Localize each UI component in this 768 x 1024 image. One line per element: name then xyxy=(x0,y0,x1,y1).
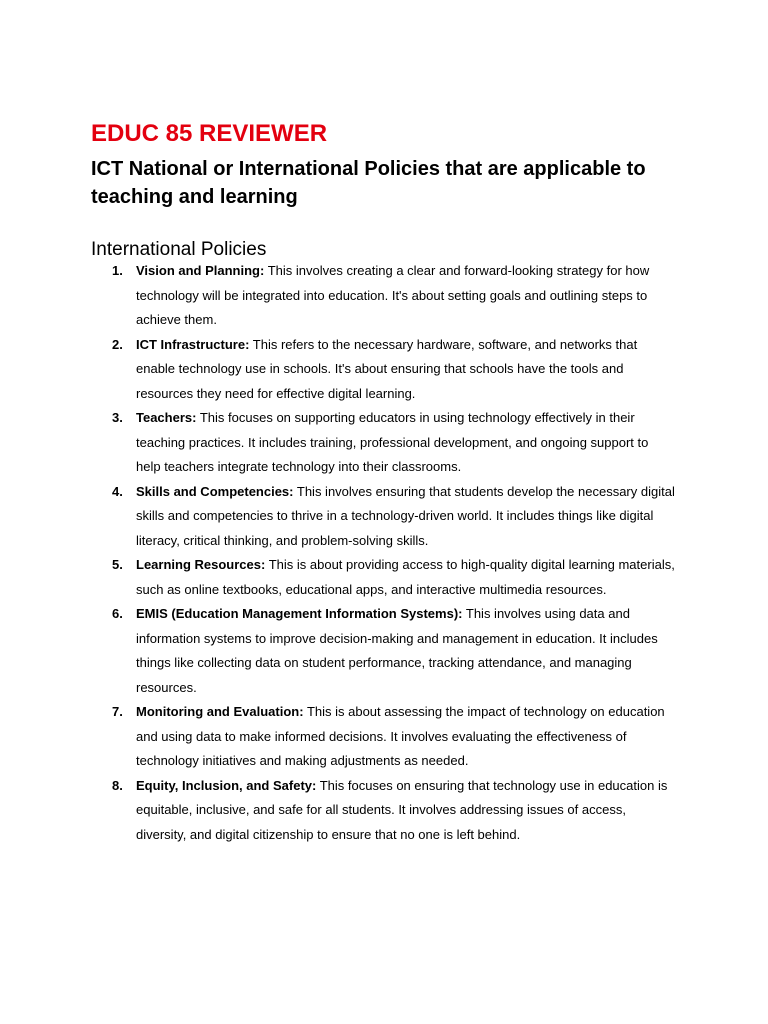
list-item xyxy=(112,480,676,554)
list-item-number: 1. xyxy=(112,263,123,278)
list-item-term: EMIS (Education Management Information Systems): xyxy=(136,606,463,621)
list-item-term: Learning Resources: xyxy=(136,557,266,572)
list-item xyxy=(112,259,676,333)
policy-list xyxy=(112,259,676,847)
list-item-text: This focuses on supporting educators in using technology effectively in their teaching practices. It includes training, professional development, and ongoing support to help teachers integrate technology into their classrooms. xyxy=(136,410,649,474)
list-item xyxy=(112,774,676,848)
list-item xyxy=(112,406,676,480)
document-subtitle: ICT National or International Policies that are applicable to teaching and learning xyxy=(91,158,646,208)
list-item-number: 4. xyxy=(112,483,123,499)
list-item-text: This focuses on ensuring that technology use in education is equitable, inclusive, and safe for all students. It involves addressing issues of access, diversity, and digital citizenship to ensure that no one is left behind. xyxy=(136,777,668,842)
list-item-text: This is about assessing the impact of technology on education and using data to make informed decisions. It involves evaluating the effectiveness of technology initiatives and making adjustments as needed. xyxy=(136,704,665,768)
list-item xyxy=(112,553,676,602)
list-item-text: This refers to the necessary hardware, software, and networks that enable technology use in schools. It's about ensuring that schools have the tools and resources they need for effective digital learning. xyxy=(136,336,638,401)
list-item-term: Teachers: xyxy=(136,410,197,425)
list-item xyxy=(112,700,676,774)
list-item-term: Skills and Competencies: xyxy=(136,483,294,499)
document-title: EDUC 85 REVIEWER xyxy=(91,120,328,147)
list-item-text: This is about providing access to high-quality digital learning materials, such as online textbooks, educational apps, and interactive multimedia resources. xyxy=(136,557,675,597)
list-item-number: 7. xyxy=(112,704,123,719)
list-item-term: Monitoring and Evaluation: xyxy=(136,704,304,719)
list-item-number: 2. xyxy=(112,336,123,352)
list-item-number: 8. xyxy=(112,777,123,793)
list-item-number: 3. xyxy=(112,410,123,425)
list-item xyxy=(112,602,676,700)
list-item xyxy=(112,333,676,407)
list-item-number: 6. xyxy=(112,606,123,621)
section-heading: International Policies xyxy=(91,239,267,260)
list-item-number: 5. xyxy=(112,557,123,572)
list-item-term: ICT Infrastructure: xyxy=(136,336,250,352)
list-item-text: This involves ensuring that students develop the necessary digital skills and competencies to thrive in a technology-driven world. It includes things like digital literacy, critical thinking, and problem-solving skills. xyxy=(136,483,675,548)
list-item-text: This involves creating a clear and forward-looking strategy for how technology will be integrated into education. It's about setting goals and outlining steps to achieve them. xyxy=(136,263,650,327)
list-item-term: Vision and Planning: xyxy=(136,263,265,278)
list-item-text: This involves using data and information systems to improve decision-making and management in education. It includes things like collecting data on student performance, tracking attendance, and managing resources. xyxy=(136,606,658,695)
list-item-term: Equity, Inclusion, and Safety: xyxy=(136,777,317,793)
